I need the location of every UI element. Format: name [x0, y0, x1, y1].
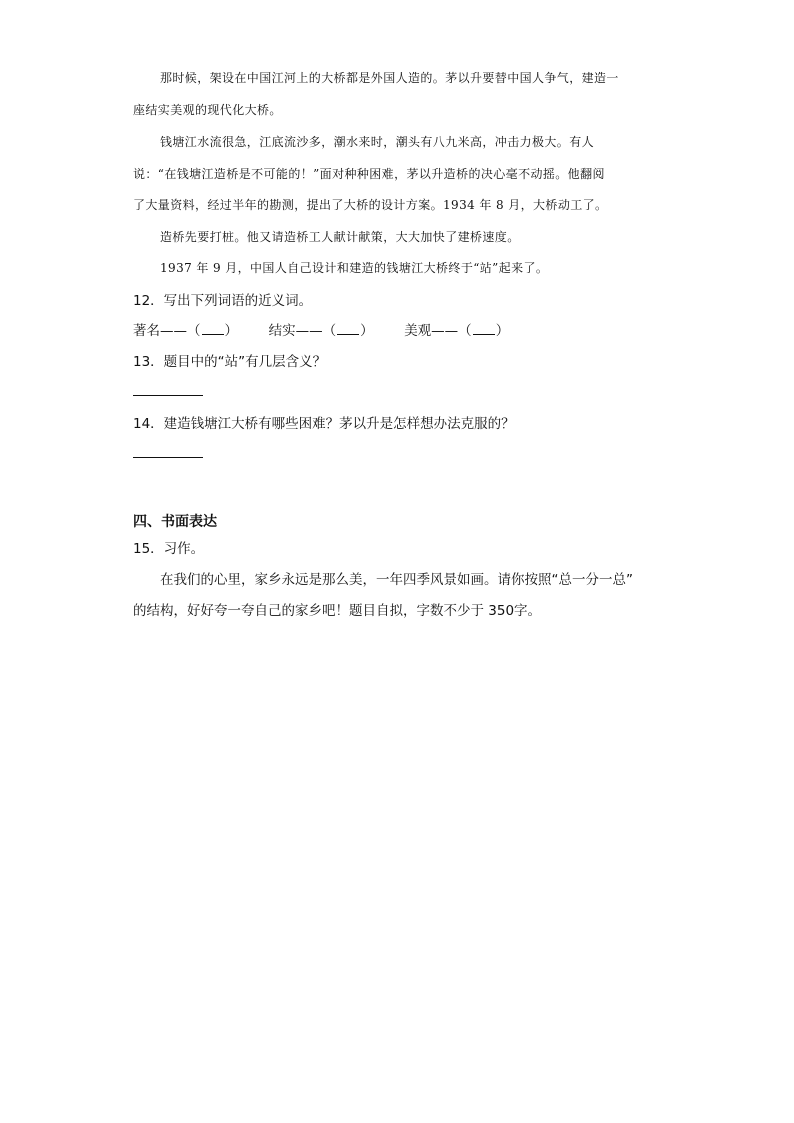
- question-12-prompt: 12．写出下列词语的近义词。: [133, 293, 313, 309]
- synonym-word-2: 结实——（: [268, 323, 337, 339]
- synonym-word-1: 著名——（: [133, 323, 201, 339]
- passage-line-7: 1937 年 9 月，中国人自己设计和建造的钱塘江大桥终于“站”起来了。: [160, 261, 549, 275]
- question-15-body-line-2: 的结构，好好夸一夸自己的家乡吧！题目自拟，字数不少于 350字。: [133, 603, 542, 619]
- passage-line-4: 说：“在钱塘江造桥是不可能的！”面对种种困难，茅以升造桥的决心毫不动摇。他翻阅: [133, 167, 605, 181]
- passage-line-6: 造桥先要打桩。他又请造桥工人献计献策，大大加快了建桥速度。: [160, 230, 520, 244]
- synonym-close-2: ）: [360, 323, 374, 339]
- synonym-item-1: [133, 323, 242, 339]
- answer-line-13[interactable]: [133, 395, 203, 396]
- synonym-word-3: 美观——（: [404, 323, 472, 339]
- synonym-close-1: ）: [224, 323, 238, 339]
- question-13-prompt: 13．题目中的“站”有几层含义？: [133, 354, 327, 370]
- synonym-item-3: [404, 323, 509, 339]
- question-12-answers: [133, 319, 509, 339]
- synonym-item-2: [269, 323, 378, 339]
- section-title: 四、书面表达: [133, 514, 217, 530]
- passage-line-1: 那时候，架设在中国江河上的大桥都是外国人造的。茅以升要替中国人争气，建造一: [160, 71, 619, 85]
- question-14-prompt: 14．建造钱塘江大桥有哪些困难？茅以升是怎样想办法克服的？: [133, 416, 515, 432]
- passage-line-2: 座结实美观的现代化大桥。: [133, 103, 282, 117]
- question-15-prompt: 15．习作。: [133, 541, 205, 557]
- answer-line-14[interactable]: [133, 457, 203, 458]
- synonym-close-3: ）: [495, 323, 510, 339]
- question-15-body-line-1: 在我们的心里，家乡永远是那么美，一年四季风景如画。请你按照“总一分一总”: [160, 572, 633, 588]
- answer-blank-3[interactable]: [473, 321, 495, 335]
- passage-line-3: 钱塘江水流很急，江底流沙多，潮水来时，潮头有八九米高，冲击力极大。有人: [160, 135, 595, 149]
- answer-blank-2[interactable]: [337, 321, 359, 335]
- passage-line-5: 了大量资料，经过半年的勘测，提出了大桥的设计方案。1934 年 8 月，大桥动工了。: [133, 198, 608, 212]
- answer-blank-1[interactable]: [202, 321, 224, 335]
